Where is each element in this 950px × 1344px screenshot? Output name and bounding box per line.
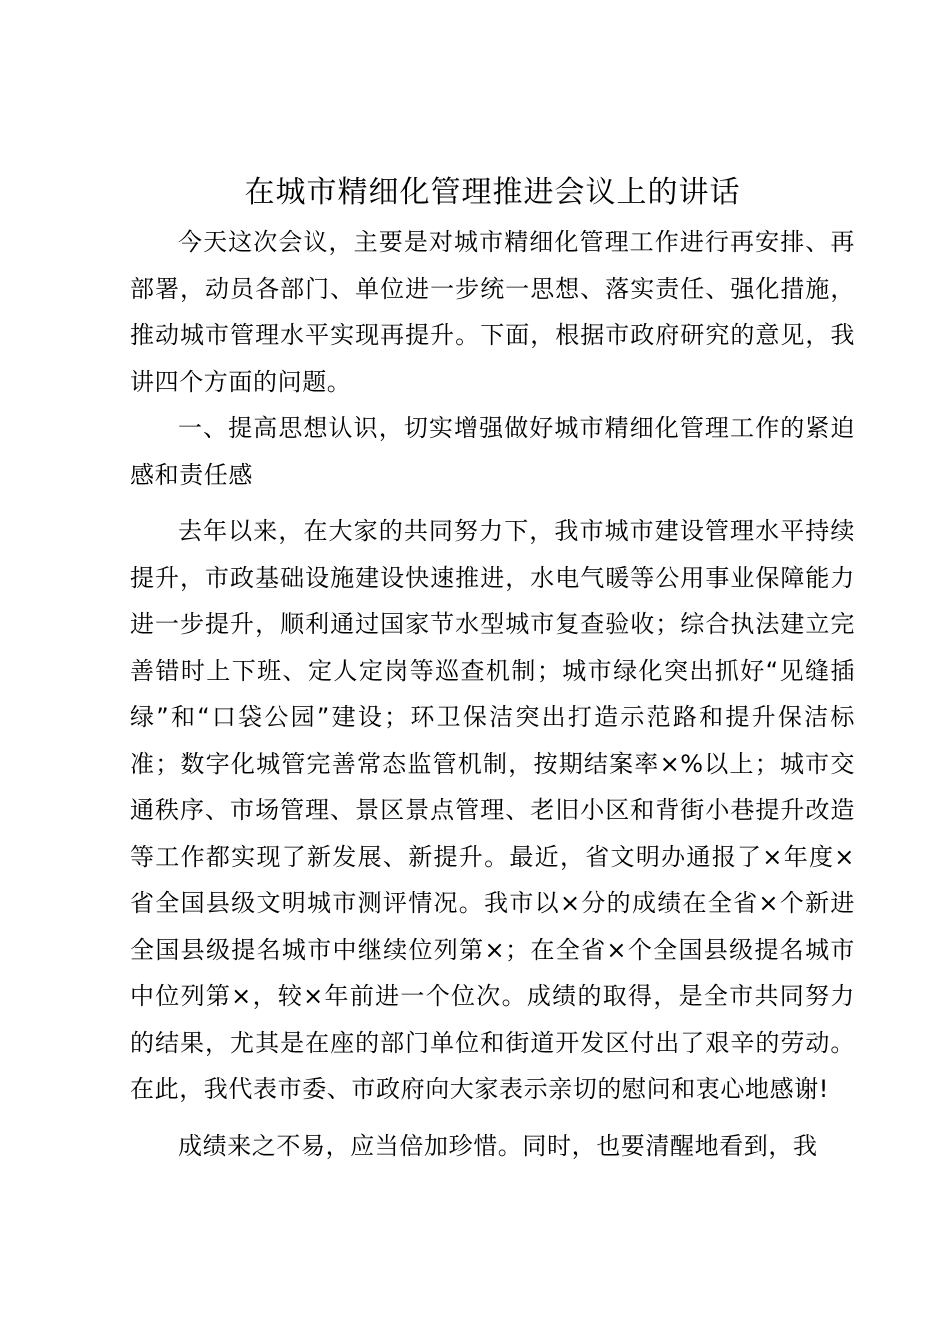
document-title: 在城市精细化管理推进会议上的讲话 — [244, 175, 741, 210]
document-body — [130, 219, 855, 1169]
paragraph-achievements: 去年以来，在大家的共同努力下，我市城市建设管理水平持续提升，市政基础设施建设快速推进，水电气暖等公用事业保障能力进一步提升，顺利通过国家节水型城市复查验收；综合执法建立完善错时上下班、定人定岗等巡查机制；城市绿化突出抓好“见缝插绿”和“口袋公园”建设；环卫保洁突出打造示范路和提升保洁标准；数字化城管完善常态监管机制，按期结案率×%以上；城市交通秩序、市场管理、景区景点管理、老旧小区和背街小巷提升改造等工作都实现了新发展、新提升。最近，省文明办通报了×年度×省全国县级文明城市测评情况。我市以×分的成绩在全省×个新进全国县级提名城市中继续位列第×；在全省×个全国县级提名城市中位列第×，较×年前进一个位次。成绩的取得，是全市共同努力的结果，尤其是在座的部门单位和街道开发区付出了艰辛的劳动。在此，我代表市委、市政府向大家表示亲切的慰问和衷心地感谢! — [130, 517, 855, 1103]
paragraph-intro: 今天这次会议，主要是对城市精细化管理工作进行再安排、再部署，动员各部门、单位进一步统一思想、落实责任、强化措施，推动城市管理水平实现再提升。下面，根据市政府研究的意见，我讲四个方面的问题。 — [130, 228, 855, 396]
section-heading-1: 一、提高思想认识，切实增强做好城市精细化管理工作的紧迫感和责任感 — [130, 414, 855, 489]
paragraph-continuation: 成绩来之不易，应当倍加珍惜。同时，也要清醒地看到，我 — [178, 1131, 818, 1160]
